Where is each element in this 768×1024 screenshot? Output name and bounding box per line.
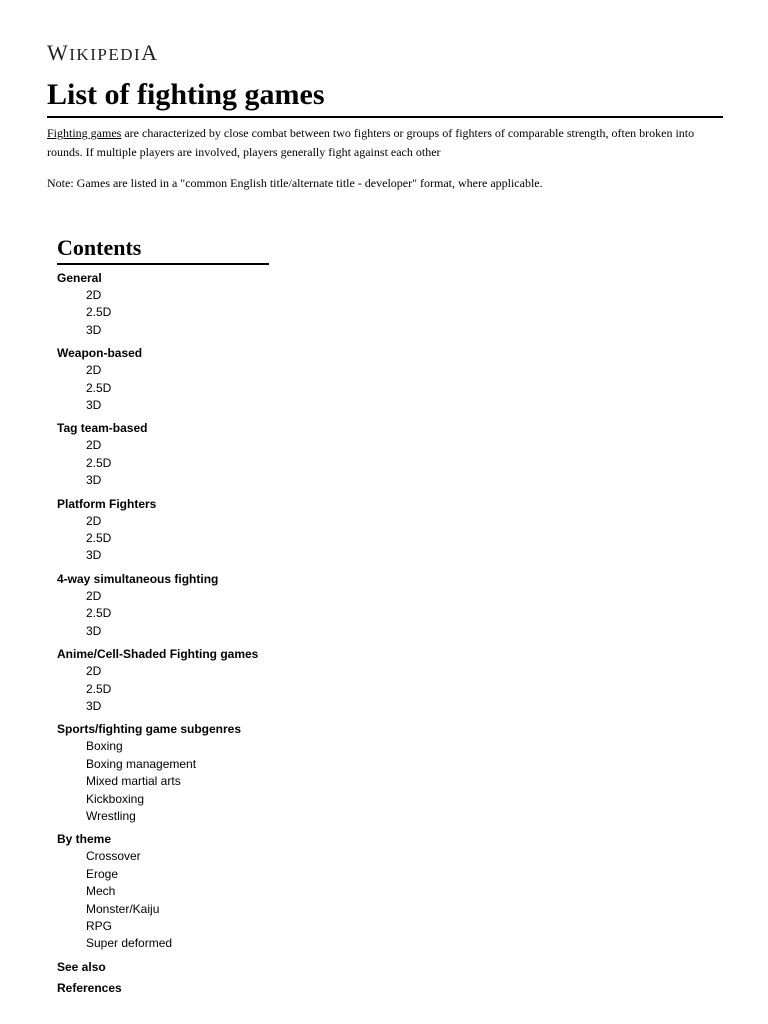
toc-subsection-link[interactable]: 2D — [86, 513, 102, 528]
toc-subsection-link[interactable]: 2D — [86, 288, 102, 302]
toc-subsection-link[interactable]: Kickboxing — [86, 791, 145, 806]
toc-subsection-link[interactable]: 2D — [86, 588, 102, 603]
toc-subsection-link[interactable]: Crossover — [86, 849, 141, 864]
toc-section-link[interactable]: Weapon-based — [57, 346, 143, 361]
toc-references-link[interactable]: References — [57, 980, 122, 995]
toc-subsection-list — [57, 513, 269, 565]
toc-subsection-link[interactable]: 3D — [86, 398, 102, 413]
toc-section-link[interactable]: 4-way simultaneous fighting — [57, 571, 219, 586]
toc-subsection-link[interactable]: 3D — [86, 623, 102, 638]
wikipedia-wordmark[interactable]: WIKIPEDIA — [47, 40, 159, 65]
toc-subsection-link[interactable]: 2.5D — [86, 681, 112, 696]
toc-subsection-link[interactable]: 2.5D — [86, 305, 112, 320]
toc-subsection-list — [57, 738, 269, 825]
toc-list — [57, 270, 269, 953]
toc-section-link[interactable]: Anime/Cell-Shaded Fighting games — [57, 647, 259, 662]
toc-subsection-link[interactable]: Super deformed — [86, 936, 173, 951]
toc-subsection-link[interactable]: RPG — [86, 918, 113, 933]
toc-subsection-link[interactable]: 2D — [86, 363, 102, 378]
toc-subsection-link[interactable]: Boxing management — [86, 756, 197, 771]
toc-subsection-link[interactable]: Mech — [86, 884, 116, 899]
toc-heading: Contents — [57, 234, 269, 265]
format-note: Note: Games are listed in a "common English title/alternate title - developer" format, where applicable. — [47, 176, 543, 190]
toc-subsection-link[interactable]: 2D — [86, 664, 102, 679]
toc-subsection-list — [57, 663, 269, 715]
toc-subsection-list — [57, 848, 269, 952]
toc-section — [57, 646, 269, 715]
toc-subsection-link[interactable]: Eroge — [86, 866, 119, 881]
toc-subsection-list — [57, 588, 269, 640]
toc-subsection-link[interactable]: 2D — [86, 438, 102, 453]
toc-subsection-link[interactable]: 2.5D — [86, 531, 112, 546]
toc-subsection-link[interactable]: Wrestling — [86, 808, 136, 823]
toc-subsection-link[interactable]: 3D — [86, 698, 102, 713]
toc-subsection-link[interactable]: Mixed martial arts — [86, 774, 181, 789]
table-of-contents — [57, 234, 269, 1001]
intro-paragraph — [47, 124, 727, 162]
toc-subsection-link[interactable]: 2.5D — [86, 455, 112, 470]
toc-subsection-list — [57, 287, 269, 339]
toc-section — [57, 571, 269, 640]
toc-subsection-link[interactable]: 2.5D — [86, 606, 112, 621]
toc-section — [57, 496, 269, 565]
toc-subsection-link[interactable]: Boxing — [86, 739, 123, 754]
fighting-games-link[interactable]: Fighting games — [47, 126, 122, 140]
page-title: List of fighting games — [47, 76, 723, 118]
toc-section-link[interactable]: By theme — [57, 832, 112, 847]
toc-section-link[interactable]: Sports/fighting game subgenres — [57, 722, 242, 737]
toc-section — [57, 270, 269, 339]
toc-section — [57, 721, 269, 825]
toc-subsection-link[interactable]: Monster/Kaiju — [86, 901, 160, 916]
intro-text: are characterized by close combat between two fighters or groups of fighters of comparable strength, often broken into rounds. If multiple players are involved, players generally fight against each other — [47, 126, 695, 159]
toc-subsection-link[interactable]: 3D — [86, 548, 102, 563]
toc-section — [57, 420, 269, 489]
toc-subsection-link[interactable]: 2.5D — [86, 380, 112, 395]
toc-section — [57, 345, 269, 414]
toc-subsection-list — [57, 362, 269, 414]
toc-section-link[interactable]: Platform Fighters — [57, 496, 157, 511]
toc-subsection-list — [57, 437, 269, 489]
toc-section — [57, 831, 269, 952]
toc-section-link[interactable]: Tag team-based — [57, 421, 148, 436]
toc-see-also-link[interactable]: See also — [57, 959, 106, 974]
toc-subsection-link[interactable]: 3D — [86, 322, 102, 337]
toc-subsection-link[interactable]: 3D — [86, 473, 102, 488]
toc-section-link[interactable]: General — [57, 271, 102, 285]
